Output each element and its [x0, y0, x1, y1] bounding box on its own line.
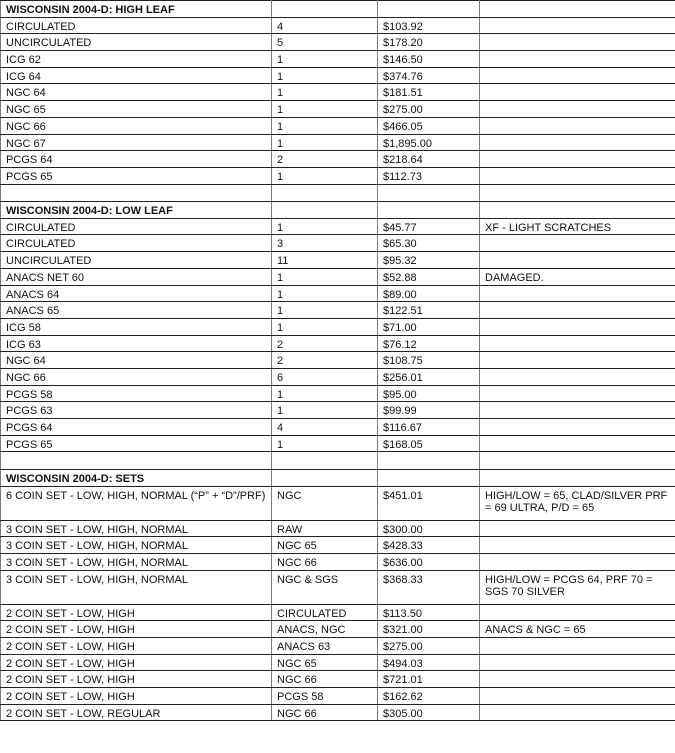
table-row — [1, 419, 675, 436]
price-cell: $275.00 — [378, 101, 480, 118]
price-cell: $218.64 — [378, 151, 480, 168]
price-cell: $162.62 — [378, 688, 480, 705]
table-row — [1, 553, 675, 570]
description-cell: ANACS NET 60 — [1, 268, 272, 285]
grade-qty-cell: CIRCULATED — [272, 604, 378, 621]
grade-qty-cell: 1 — [272, 285, 378, 302]
notes-cell — [480, 34, 675, 51]
empty-cell — [378, 184, 480, 202]
grade-qty-cell: 1 — [272, 167, 378, 184]
notes-cell — [480, 671, 675, 688]
grade-qty-cell: NGC 65 — [272, 537, 378, 554]
price-cell: $305.00 — [378, 704, 480, 721]
price-cell: $721.01 — [378, 671, 480, 688]
grade-qty-cell: 1 — [272, 101, 378, 118]
empty-cell — [272, 202, 378, 219]
grade-qty-cell: 1 — [272, 84, 378, 101]
price-cell: $113.50 — [378, 604, 480, 621]
notes-cell — [480, 553, 675, 570]
price-cell: $52.88 — [378, 268, 480, 285]
description-cell: 6 COIN SET - LOW, HIGH, NORMAL (“P” + “D”/PRF) — [1, 486, 272, 520]
table-row — [1, 604, 675, 621]
grade-qty-cell: 2 — [272, 335, 378, 352]
notes-cell — [480, 520, 675, 537]
notes-cell — [480, 101, 675, 118]
grade-qty-cell: 1 — [272, 435, 378, 452]
price-cell: $89.00 — [378, 285, 480, 302]
grade-qty-cell: NGC 66 — [272, 704, 378, 721]
description-cell: 2 COIN SET - LOW, HIGH — [1, 671, 272, 688]
price-cell: $71.00 — [378, 318, 480, 335]
table-row — [1, 435, 675, 452]
notes-cell — [480, 302, 675, 319]
grade-qty-cell: NGC — [272, 486, 378, 520]
empty-cell — [378, 1, 480, 18]
empty-cell — [378, 452, 480, 470]
description-cell: 3 COIN SET - LOW, HIGH, NORMAL — [1, 537, 272, 554]
price-cell: $374.76 — [378, 67, 480, 84]
notes-cell — [480, 704, 675, 721]
grade-qty-cell: 1 — [272, 67, 378, 84]
notes-cell — [480, 117, 675, 134]
table-row — [1, 486, 675, 520]
grade-qty-cell: 1 — [272, 117, 378, 134]
description-cell: 2 COIN SET - LOW, HIGH — [1, 638, 272, 655]
grade-qty-cell: 1 — [272, 218, 378, 235]
grade-qty-cell: NGC 66 — [272, 671, 378, 688]
notes-cell: XF - LIGHT SCRATCHES — [480, 218, 675, 235]
description-cell: NGC 67 — [1, 134, 272, 151]
notes-cell: DAMAGED. — [480, 268, 675, 285]
description-cell: 2 COIN SET - LOW, HIGH — [1, 654, 272, 671]
notes-cell — [480, 252, 675, 269]
price-cell: $428.33 — [378, 537, 480, 554]
description-cell: NGC 65 — [1, 101, 272, 118]
grade-qty-cell: 6 — [272, 368, 378, 385]
notes-cell — [480, 67, 675, 84]
empty-cell — [272, 1, 378, 18]
grade-qty-cell: 4 — [272, 419, 378, 436]
empty-cell — [378, 469, 480, 486]
section-title: WISCONSIN 2004-D: LOW LEAF — [1, 202, 272, 219]
table-row — [1, 17, 675, 34]
grade-qty-cell: 2 — [272, 151, 378, 168]
notes-cell — [480, 385, 675, 402]
table-row — [1, 621, 675, 638]
notes-cell — [480, 51, 675, 68]
empty-cell — [480, 1, 675, 18]
description-cell: UNCIRCULATED — [1, 34, 272, 51]
description-cell: 3 COIN SET - LOW, HIGH, NORMAL — [1, 520, 272, 537]
grade-qty-cell: 1 — [272, 268, 378, 285]
table-row — [1, 101, 675, 118]
price-cell: $300.00 — [378, 520, 480, 537]
price-cell: $181.51 — [378, 84, 480, 101]
description-cell: NGC 66 — [1, 117, 272, 134]
notes-cell — [480, 285, 675, 302]
description-cell: CIRCULATED — [1, 235, 272, 252]
description-cell: CIRCULATED — [1, 17, 272, 34]
notes-cell — [480, 435, 675, 452]
section-title: WISCONSIN 2004-D: SETS — [1, 469, 272, 486]
price-cell: $275.00 — [378, 638, 480, 655]
price-cell: $95.00 — [378, 385, 480, 402]
notes-cell — [480, 335, 675, 352]
description-cell: PCGS 64 — [1, 151, 272, 168]
table-row — [1, 218, 675, 235]
price-cell: $65.30 — [378, 235, 480, 252]
price-cell: $122.51 — [378, 302, 480, 319]
description-cell: PCGS 64 — [1, 419, 272, 436]
price-cell: $146.50 — [378, 51, 480, 68]
price-cell: $466.05 — [378, 117, 480, 134]
table-row — [1, 302, 675, 319]
grade-qty-cell: 1 — [272, 134, 378, 151]
table-row — [1, 34, 675, 51]
description-cell: ICG 64 — [1, 67, 272, 84]
description-cell: ANACS 65 — [1, 302, 272, 319]
description-cell: ANACS 64 — [1, 285, 272, 302]
description-cell: UNCIRCULATED — [1, 252, 272, 269]
grade-qty-cell: 1 — [272, 318, 378, 335]
grade-qty-cell: NGC 66 — [272, 553, 378, 570]
notes-cell: HIGH/LOW = 65, CLAD/SILVER PRF = 69 ULTRA, P/D = 65 — [480, 486, 675, 520]
empty-cell — [272, 452, 378, 470]
grade-qty-cell: 1 — [272, 51, 378, 68]
notes-cell — [480, 151, 675, 168]
price-cell: $256.01 — [378, 368, 480, 385]
table-row — [1, 638, 675, 655]
table-row — [1, 368, 675, 385]
grade-qty-cell: PCGS 58 — [272, 688, 378, 705]
description-cell: NGC 66 — [1, 368, 272, 385]
description-cell: ICG 58 — [1, 318, 272, 335]
empty-cell — [272, 184, 378, 202]
table-row — [1, 570, 675, 604]
table-row — [1, 67, 675, 84]
price-cell: $451.01 — [378, 486, 480, 520]
description-cell: 3 COIN SET - LOW, HIGH, NORMAL — [1, 553, 272, 570]
table-row — [1, 318, 675, 335]
grade-qty-cell: NGC 65 — [272, 654, 378, 671]
price-cell: $76.12 — [378, 335, 480, 352]
price-cell: $636.00 — [378, 553, 480, 570]
grade-qty-cell: 1 — [272, 402, 378, 419]
table-row — [1, 335, 675, 352]
description-cell: 2 COIN SET - LOW, REGULAR — [1, 704, 272, 721]
grade-qty-cell: ANACS 63 — [272, 638, 378, 655]
price-cell: $494.03 — [378, 654, 480, 671]
notes-cell: HIGH/LOW = PCGS 64, PRF 70 = SGS 70 SILVER — [480, 570, 675, 604]
price-cell: $116.67 — [378, 419, 480, 436]
grade-qty-cell: NGC & SGS — [272, 570, 378, 604]
notes-cell — [480, 318, 675, 335]
notes-cell — [480, 352, 675, 369]
price-cell: $95.32 — [378, 252, 480, 269]
notes-cell — [480, 688, 675, 705]
table-row — [1, 671, 675, 688]
table-row — [1, 235, 675, 252]
section-title: WISCONSIN 2004-D: HIGH LEAF — [1, 1, 272, 18]
description-cell: CIRCULATED — [1, 218, 272, 235]
notes-cell — [480, 402, 675, 419]
table-row — [1, 117, 675, 134]
table-row — [1, 268, 675, 285]
section-header-row — [1, 202, 675, 219]
spacer-row — [1, 452, 675, 470]
grade-qty-cell: 11 — [272, 252, 378, 269]
table-row — [1, 688, 675, 705]
notes-cell — [480, 134, 675, 151]
table-row — [1, 654, 675, 671]
table-row — [1, 151, 675, 168]
table-row — [1, 84, 675, 101]
price-table-body — [1, 1, 675, 721]
empty-cell — [272, 469, 378, 486]
notes-cell — [480, 84, 675, 101]
notes-cell — [480, 654, 675, 671]
notes-cell — [480, 638, 675, 655]
notes-cell — [480, 537, 675, 554]
table-row — [1, 134, 675, 151]
description-cell: NGC 64 — [1, 352, 272, 369]
notes-cell — [480, 368, 675, 385]
notes-cell — [480, 235, 675, 252]
table-row — [1, 402, 675, 419]
description-cell: PCGS 65 — [1, 435, 272, 452]
price-cell: $178.20 — [378, 34, 480, 51]
grade-qty-cell: 5 — [272, 34, 378, 51]
description-cell: 3 COIN SET - LOW, HIGH, NORMAL — [1, 570, 272, 604]
empty-cell — [480, 202, 675, 219]
grade-qty-cell: ANACS, NGC — [272, 621, 378, 638]
empty-cell — [1, 452, 272, 470]
grade-qty-cell: RAW — [272, 520, 378, 537]
grade-qty-cell: 3 — [272, 235, 378, 252]
section-header-row — [1, 1, 675, 18]
notes-cell — [480, 604, 675, 621]
price-cell: $321.00 — [378, 621, 480, 638]
table-row — [1, 167, 675, 184]
description-cell: ICG 62 — [1, 51, 272, 68]
description-cell: NGC 64 — [1, 84, 272, 101]
description-cell: PCGS 65 — [1, 167, 272, 184]
section-header-row — [1, 469, 675, 486]
description-cell: PCGS 63 — [1, 402, 272, 419]
empty-cell — [480, 184, 675, 202]
grade-qty-cell: 1 — [272, 385, 378, 402]
description-cell: PCGS 58 — [1, 385, 272, 402]
table-row — [1, 704, 675, 721]
description-cell: 2 COIN SET - LOW, HIGH — [1, 688, 272, 705]
notes-cell — [480, 17, 675, 34]
table-row — [1, 537, 675, 554]
spacer-row — [1, 184, 675, 202]
table-row — [1, 51, 675, 68]
empty-cell — [480, 452, 675, 470]
notes-cell — [480, 167, 675, 184]
description-cell: 2 COIN SET - LOW, HIGH — [1, 621, 272, 638]
grade-qty-cell: 4 — [272, 17, 378, 34]
empty-cell — [1, 184, 272, 202]
price-cell: $108.75 — [378, 352, 480, 369]
table-row — [1, 252, 675, 269]
price-cell: $103.92 — [378, 17, 480, 34]
table-row — [1, 385, 675, 402]
empty-cell — [378, 202, 480, 219]
table-row — [1, 352, 675, 369]
price-cell: $99.99 — [378, 402, 480, 419]
price-cell: $112.73 — [378, 167, 480, 184]
price-cell: $368.33 — [378, 570, 480, 604]
description-cell: 2 COIN SET - LOW, HIGH — [1, 604, 272, 621]
table-row — [1, 520, 675, 537]
notes-cell — [480, 419, 675, 436]
empty-cell — [480, 469, 675, 486]
price-cell: $1,895.00 — [378, 134, 480, 151]
table-row — [1, 285, 675, 302]
description-cell: ICG 63 — [1, 335, 272, 352]
price-cell: $168.05 — [378, 435, 480, 452]
notes-cell: ANACS & NGC = 65 — [480, 621, 675, 638]
price-cell: $45.77 — [378, 218, 480, 235]
grade-qty-cell: 1 — [272, 302, 378, 319]
grade-qty-cell: 2 — [272, 352, 378, 369]
